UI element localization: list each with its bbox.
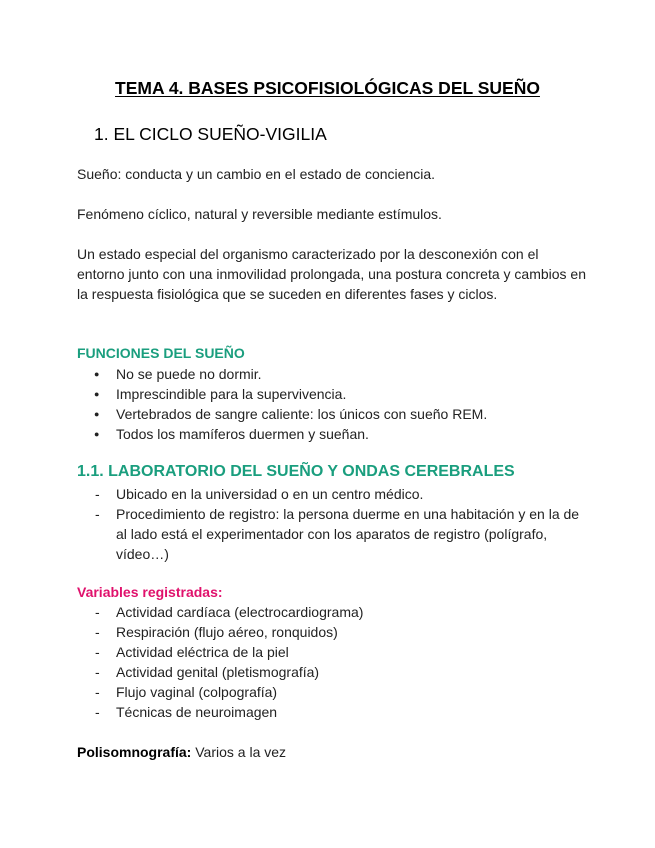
list-item: - Técnicas de neuroimagen [77,702,587,722]
polisomnografia-text: Varios a la vez [191,744,287,760]
list-item: - Actividad genital (pletismografía) [77,662,587,682]
list-item: - Procedimiento de registro: la persona duerme en una habitación y en la de al lado está el experimentador con los aparatos de registro (polígrafo, vídeo…) [77,504,587,564]
list-item: - Actividad cardíaca (electrocardiograma) [77,602,587,622]
polisomnografia-label: Polisomnografía: [77,744,192,760]
document-title: TEMA 4. BASES PSICOFISIOLÓGICAS DEL SUEÑO [115,78,540,98]
list-item: - Actividad eléctrica de la piel [77,642,587,662]
list-item: - Ubicado en la universidad o en un centro médico. [77,484,587,504]
list-item: - Respiración (flujo aéreo, ronquidos) [77,622,587,642]
section-heading-ciclo: 1. EL CICLO SUEÑO-VIGILIA [94,124,327,144]
subheading-laboratorio: 1.1. LABORATORIO DEL SUEÑO Y ONDAS CEREBRALES [77,463,515,480]
list-item: ● Vertebrados de sangre caliente: los únicos con sueño REM. [77,404,587,424]
polisomnografia-line [77,742,286,762]
paragraph-state: Un estado especial del organismo caracterizado por la desconexión con el entorno junto con una inmovilidad prolongada, una postura concreta y cambios en la respuesta fisiológica que se suceden en diferentes fases y ciclos. [77,246,586,302]
list-item: - Flujo vaginal (colpografía) [77,682,587,702]
list-variables [77,602,587,722]
list-item: ● No se puede no dormir. [77,364,587,384]
list-funciones [77,364,587,444]
subheading-variables: Variables registradas: [77,584,223,600]
paragraph-definition: Sueño: conducta y un cambio en el estado de conciencia. [77,166,436,182]
list-item: ● Todos los mamíferos duermen y sueñan. [77,424,587,444]
subheading-funciones: FUNCIONES DEL SUEÑO [77,345,245,361]
list-laboratorio [77,484,587,564]
list-item: ● Imprescindible para la supervivencia. [77,384,587,404]
paragraph-phenomenon: Fenómeno cíclico, natural y reversible mediante estímulos. [77,206,442,222]
